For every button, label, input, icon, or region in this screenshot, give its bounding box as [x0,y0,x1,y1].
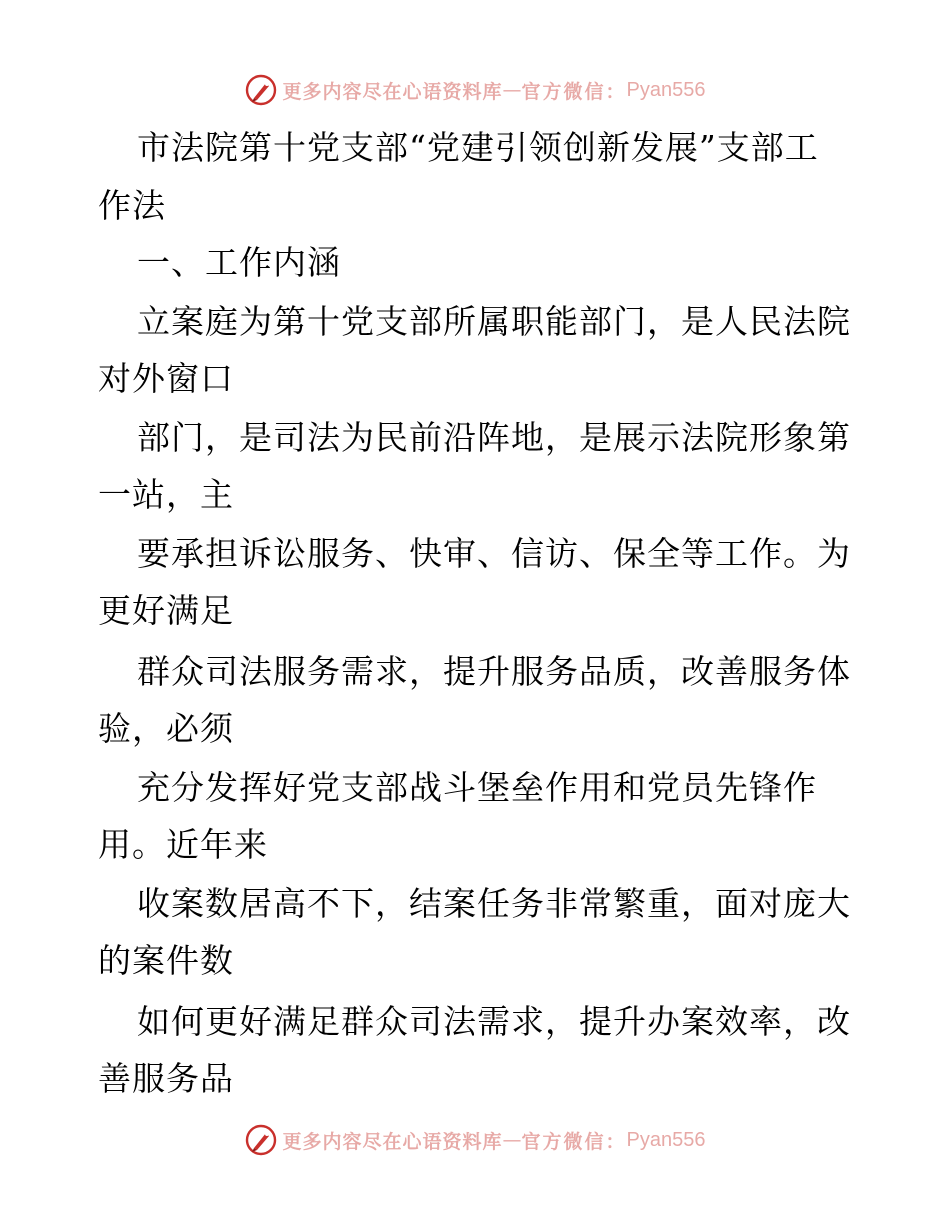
paragraph-line: 验，必须 [98,709,234,748]
footer-banner [0,1120,950,1160]
header-separator: — [502,79,522,101]
header-brand-text: 更多内容尽在心语资料库 [282,80,503,103]
paragraph-line: 收案数居高不下，结案任务非常繁重，面对庞大 [137,884,851,923]
header-account-id: Pyan556 [626,78,706,101]
header-account-label: 官方微信： [521,80,627,103]
paragraph-line: 一站，主 [98,475,234,514]
document-title-line-1: 市法院第十党支部“党建引领创新发展”支部工 [137,128,819,167]
footer-brand-text: 更多内容尽在心语资料库 [282,1130,503,1153]
paragraph-line: 善服务品 [98,1059,234,1098]
footer-account-label: 官方微信： [521,1130,627,1153]
footer-separator: — [502,1129,522,1151]
section-heading: 一、工作内涵 [137,243,341,282]
paragraph-line: 用。近年来 [98,825,268,864]
paragraph-line: 更好满足 [98,591,234,630]
paragraph-line: 群众司法服务需求，提升服务品质，改善服务体 [137,652,851,691]
paragraph-line: 立案庭为第十党支部所属职能部门，是人民法院 [137,302,851,341]
pen-seal-icon [245,1124,277,1156]
paragraph-line: 如何更好满足群众司法需求，提升办案效率，改 [137,1002,851,1041]
document-title-line-2: 作法 [98,186,166,225]
paragraph-line: 要承担诉讼服务、快审、信访、保全等工作。为 [137,534,851,573]
paragraph-line: 对外窗口 [98,359,234,398]
footer-account-id: Pyan556 [626,1128,706,1151]
paragraph-line: 部门，是司法为民前沿阵地，是展示法院形象第 [137,418,851,457]
paragraph-line: 的案件数 [98,941,234,980]
paragraph-line: 充分发挥好党支部战斗堡垒作用和党员先锋作 [137,768,817,807]
